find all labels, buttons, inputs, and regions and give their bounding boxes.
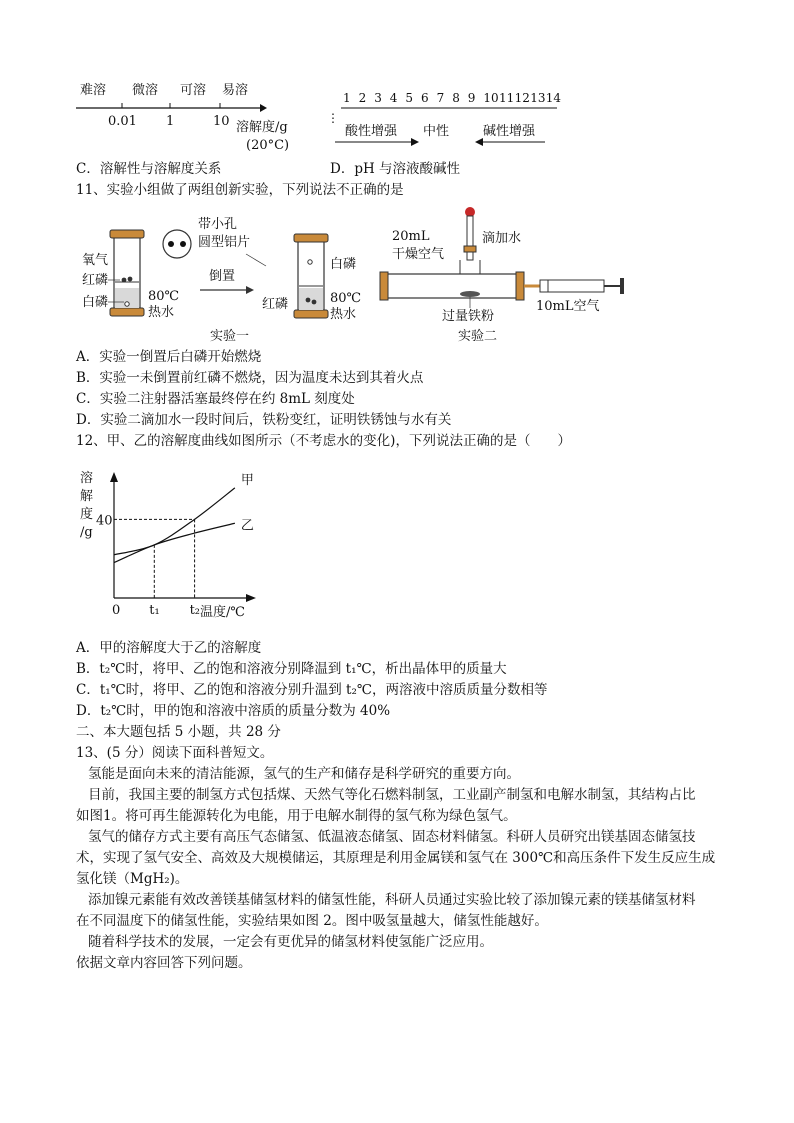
solubility-scale-figure [70,78,290,158]
solubility-curve-chart [76,466,266,626]
category-insoluble: 难溶 [80,83,107,98]
ph-number: 4 [389,91,398,105]
exp1-white-p-2: 白磷 [330,257,357,272]
series-jia-line [114,488,235,555]
ylabel-char-3: 度 [80,507,94,522]
tick-0-01: 0.01 [108,114,137,129]
ph-numbers [343,91,561,105]
solubility-axis-label: 溶解度/g [236,120,288,135]
exp1-temp-2: 80℃ [330,291,362,306]
q12-option-d: D．t₂℃时，甲的饱和溶液中溶质的质量分数为 40% [76,703,391,719]
tick-1: 1 [166,114,175,129]
svg-text:⋮: ⋮ [327,111,339,125]
q12-option-c: C．t₁℃时，将甲、乙的饱和溶液分别升温到 t₂℃，两溶液中溶质质量分数相等 [76,682,548,698]
paragraph-3-end: 氢化镁（MgH₂)。 [76,871,189,887]
y-axis-arrow-icon [110,472,118,482]
exp1-caption: 实验一 [210,329,250,344]
reaction-tube [384,274,520,298]
ph-number: 1 [343,91,351,105]
category-slightly-soluble: 微溶 [132,83,159,98]
exp1-temp: 80℃ [148,289,180,304]
ylabel-char-1: 溶 [80,471,94,486]
ph-number: 8 [452,91,460,105]
exp2-dry-air: 干燥空气 [392,247,445,262]
ph-number: 10 [483,91,499,105]
ph-number: 12 [514,91,530,105]
paragraph-2-cont: 如图1。将可再生能源转化为电能，用于电解水制得的氢气称为绿色氢气。 [76,808,517,824]
q12-option-b: B．t₂℃时，将甲、乙的饱和溶液分别降温到 t₁℃，析出晶体甲的质量大 [76,661,507,677]
t2-tick-label: t₂ [189,603,201,618]
x-axis-arrow-icon [246,594,256,602]
disk-label-2: 圆型铝片 [198,235,251,250]
paragraph-2: 目前，我国主要的制氢方式包括煤、天然气等化石燃料制氢，工业副产制氢和电解水制氢，其结构占比 [88,787,696,803]
exp2-volume: 20mL [392,229,430,244]
ph-number: 7 [436,91,445,105]
exp1-hot-water: 热水 [148,305,175,320]
ylabel-char-2: 解 [80,489,94,504]
q11-option-c: C．实验二注射器活塞最终停在约 8mL 刻度处 [76,391,355,407]
invert-arrow-icon [246,286,254,294]
acid-arrow-icon [411,138,419,146]
exp2-caption: 实验二 [458,329,498,344]
q13-stem: 13、(5 分）阅读下面科普短文。 [76,745,274,761]
ph-number: 3 [374,91,382,105]
ph-number: 13 [530,91,546,105]
series-yi-line [114,523,235,562]
neutral-label: 中性 [423,124,450,139]
x-axis-label: 温度/℃ [200,605,245,620]
red-phosphorus-icon [122,278,127,283]
exp2-syringe-air: 10mL空气 [536,299,600,314]
instruction-line: 依据文章内容回答下列问题。 [76,955,252,971]
disk-label-1: 带小孔 [198,217,238,232]
option-c-label: C．溶解性与溶解度关系 [76,161,222,177]
exp1-oxygen-label: 氧气 [82,253,109,268]
t1-tick-label: t₁ [149,603,160,618]
exp1-hot-water-2: 热水 [330,307,357,322]
syringe-icon [540,280,604,292]
paragraph-3: 氢气的储存方式主要有高压气态储氢、低温液态储氢、固态材料储氢。科研人员研究出镁基固态储氢技 [88,829,696,845]
ph-number: 14 [545,91,562,105]
q12-stem: 12、甲、乙的溶解度曲线如图所示（不考虑水的变化)，下列说法正确的是（ ） [76,433,571,449]
origin-label: 0 [112,603,121,618]
ph-number: 2 [358,91,367,105]
paragraph-4-cont: 在不同温度下的储氢性能，实验结果如图 2。图中吸氢量越大，储氢性能越好。 [76,913,548,929]
category-easily-soluble: 易溶 [222,83,249,98]
q11-option-b: B．实验一未倒置前红磷不燃烧，因为温度未达到其着火点 [76,370,424,386]
acid-label: 酸性增强 [345,124,398,139]
q11-option-d: D．实验二滴加水一段时间后，铁粉变红，证明铁锈蚀与水有关 [76,412,452,428]
q12-option-a: A．甲的溶解度大于乙的溶解度 [76,640,262,656]
ph-number: 9 [467,91,476,105]
base-label: 碱性增强 [483,124,536,139]
exp2-iron-powder: 过量铁粉 [442,309,495,324]
aluminum-disk-icon [163,230,191,258]
white-phosphorus-icon [125,302,129,306]
exp2-drop-water: 滴加水 [482,231,522,246]
exp1-red-p-2: 红磷 [262,297,289,312]
exp1-red-p-label: 红磷 [82,273,109,288]
ph-number: 11 [499,91,515,105]
paragraph-3-cont: 术，实现了氢气安全、高效及大规模储运，其原理是利用金属镁和氢气在 300℃和高压条件下发生反应生成 [76,850,716,866]
series-jia-label: 甲 [240,472,254,488]
ph-number: 6 [421,91,429,105]
option-d-label: D．pH 与溶液酸碱性 [330,161,461,177]
base-arrow-icon [475,138,483,146]
experiment-two-figure [378,200,628,346]
exp1-white-p-label: 白磷 [82,295,109,310]
iron-powder-icon [460,291,480,297]
solubility-condition: (20°C) [246,138,290,153]
category-soluble: 可溶 [180,83,207,98]
tick-10: 10 [213,114,230,129]
section2-heading: 二、本大题包括 5 小题，共 28 分 [76,724,281,740]
paragraph-4: 添加镍元素能有效改善镁基储氢材料的储氢性能，科研人员通过实验比较了添加镍元素的镁基储氢材料 [88,892,696,908]
q11-option-a: A．实验一倒置后白磷开始燃烧 [76,349,262,365]
series-yi-label: 乙 [240,518,254,534]
paragraph-1: 氢能是面向未来的清洁能源，氢气的生产和储存是科学研究的重要方向。 [88,766,520,782]
paragraph-5: 随着科学技术的发展，一定会有更优异的储氢材料使氢能广泛应用。 [88,934,493,950]
ph-scale-figure [325,88,565,150]
ylabel-char-4: /g [80,525,93,540]
q11-stem: 11、实验小组做了两组创新实验，下列说法不正确的是 [76,182,404,198]
ph-number: 5 [405,91,414,105]
invert-label: 倒置 [209,269,236,284]
experiment-one-figure [76,216,376,344]
axis-arrow-icon [260,104,267,112]
y40-tick-label: 40 [96,513,113,529]
